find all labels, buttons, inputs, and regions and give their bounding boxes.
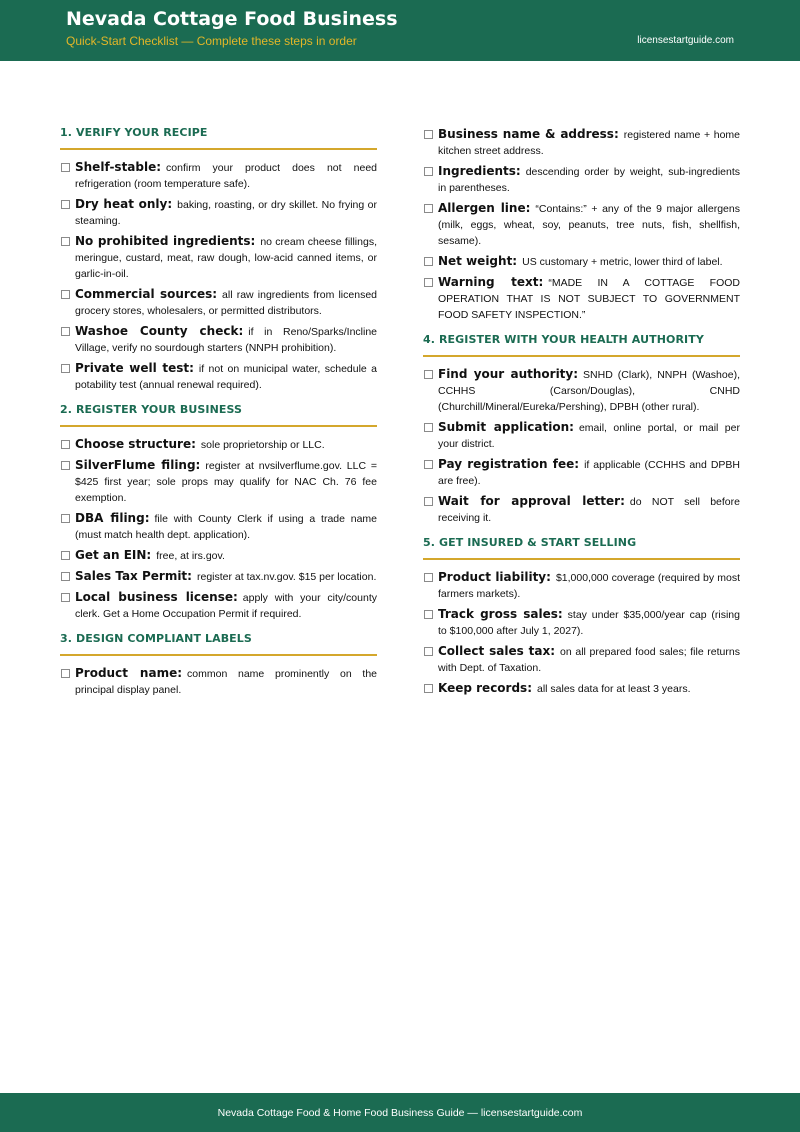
- item-label: Commercial sources:: [75, 287, 218, 301]
- item-text: “Contains:” + any of the 9 major allergens (milk, eggs, wheat, soy, peanuts, tree nuts, fish, shellfish, sesame).: [438, 203, 740, 247]
- item-text: confirm your product does not need refrigeration (room temperature safe).: [75, 162, 377, 190]
- checklist: [423, 366, 740, 526]
- item-label: Wait for approval letter:: [438, 494, 625, 508]
- checkbox[interactable]: [61, 514, 70, 523]
- checkbox[interactable]: [61, 593, 70, 602]
- footer-text: Nevada Cottage Food & Home Food Business Guide — licensestartguide.com: [217, 1106, 583, 1119]
- checklist-item: [60, 510, 377, 543]
- left-column: [60, 126, 377, 702]
- checkbox[interactable]: [424, 497, 433, 506]
- item-text: if not on municipal water, schedule a potability test (annual renewal required).: [75, 363, 377, 391]
- item-label: Product name:: [75, 666, 183, 680]
- checklist-item: [423, 456, 740, 489]
- checklist-item: [60, 360, 377, 393]
- item-text: if applicable (CCHHS and DPBH are free).: [438, 459, 741, 487]
- checkbox[interactable]: [424, 370, 433, 379]
- item-label: Collect sales tax:: [438, 644, 556, 658]
- checklist-item: [60, 196, 377, 229]
- right-column: [423, 126, 740, 701]
- item-label: Choose structure:: [75, 437, 196, 451]
- checklist-item: [423, 606, 740, 639]
- checklist-item: [60, 457, 377, 506]
- item-text: do NOT sell before receiving it.: [438, 496, 740, 524]
- checkbox[interactable]: [61, 237, 70, 246]
- item-text: descending order by weight, sub-ingredients in parentheses.: [438, 166, 740, 194]
- item-label: Submit application:: [438, 420, 574, 434]
- item-text: registered name + home kitchen street address.: [438, 129, 740, 157]
- item-text: register at tax.nv.gov. $15 per location.: [196, 571, 377, 583]
- item-label: Product liability:: [438, 570, 551, 584]
- checklist-item: [423, 126, 740, 159]
- section-design-labels-continued: [423, 126, 740, 323]
- checkbox[interactable]: [61, 163, 70, 172]
- item-label: No prohibited ingredients:: [75, 234, 256, 248]
- checklist: [423, 126, 740, 323]
- checklist-item: [423, 680, 740, 697]
- item-text: all raw ingredients from licensed grocery stores, wholesalers, or permitted distributors.: [75, 289, 378, 317]
- item-text: on all prepared food sales; file returns with Dept. of Taxation.: [438, 646, 740, 674]
- checkbox[interactable]: [424, 423, 433, 432]
- item-label: Warning text:: [438, 275, 544, 289]
- item-label: Pay registration fee:: [438, 457, 580, 471]
- item-label: Ingredients:: [438, 164, 521, 178]
- checklist-item: [423, 643, 740, 676]
- item-text: sole proprietorship or LLC.: [200, 439, 325, 451]
- item-text: email, online portal, or mail per your district.: [438, 422, 740, 450]
- checklist-item: [60, 286, 377, 319]
- item-text: register at nvsilverflume.gov. LLC = $425 first year; sole props may qualify for NAC Ch. 76 fee exemption.: [75, 460, 377, 504]
- checklist-item: [423, 366, 740, 415]
- item-label: Keep records:: [438, 681, 532, 695]
- checkbox[interactable]: [424, 257, 433, 266]
- checkbox[interactable]: [61, 572, 70, 581]
- site-url: licensestartguide.com: [637, 35, 734, 46]
- item-label: Find your authority:: [438, 367, 579, 381]
- checklist-item: [423, 163, 740, 196]
- item-label: Dry heat only:: [75, 197, 173, 211]
- section-design-labels: [60, 632, 377, 698]
- checklist-item: [423, 253, 740, 270]
- section-verify-recipe: [60, 126, 377, 393]
- item-label: Shelf-stable:: [75, 160, 162, 174]
- checkbox[interactable]: [424, 684, 433, 693]
- page-header: [0, 0, 800, 61]
- checklist-item: [60, 589, 377, 622]
- item-label: Track gross sales:: [438, 607, 563, 621]
- checkbox[interactable]: [424, 460, 433, 469]
- checklist-item: [423, 274, 740, 323]
- item-text: SNHD (Clark), NNPH (Washoe), CCHHS (Carson/Douglas), CNHD (Churchill/Mineral/Eureka/Pershing), DPBH (other rural).: [438, 369, 740, 413]
- item-label: SilverFlume filing:: [75, 458, 201, 472]
- checkbox[interactable]: [424, 278, 433, 287]
- section-health-authority: [423, 333, 740, 526]
- checkbox[interactable]: [61, 327, 70, 336]
- item-label: DBA filing:: [75, 511, 150, 525]
- section-title: 3. DESIGN COMPLIANT LABELS: [60, 632, 377, 656]
- item-label: Allergen line:: [438, 201, 531, 215]
- checklist: [423, 569, 740, 697]
- checklist: [60, 665, 377, 698]
- checklist-item: [423, 569, 740, 602]
- page-title: Nevada Cottage Food Business: [66, 8, 398, 30]
- item-label: Net weight:: [438, 254, 518, 268]
- checkbox[interactable]: [61, 200, 70, 209]
- item-label: Washoe County check:: [75, 324, 244, 338]
- item-text: apply with your city/county clerk. Get a Home Occupation Permit if required.: [75, 592, 377, 620]
- section-register-business: [60, 403, 377, 622]
- item-text: US customary + metric, lower third of label.: [522, 256, 723, 268]
- checkbox[interactable]: [61, 669, 70, 678]
- checklist-item: [60, 436, 377, 453]
- checkbox[interactable]: [424, 647, 433, 656]
- checklist-item: [60, 568, 377, 585]
- item-label: Get an EIN:: [75, 548, 152, 562]
- checkbox[interactable]: [61, 364, 70, 373]
- section-title: 2. REGISTER YOUR BUSINESS: [60, 403, 377, 427]
- section-title: 5. GET INSURED & START SELLING: [423, 536, 740, 560]
- section-title: 4. REGISTER WITH YOUR HEALTH AUTHORITY: [423, 333, 740, 357]
- section-title: 1. VERIFY YOUR RECIPE: [60, 126, 377, 150]
- checkbox[interactable]: [61, 461, 70, 470]
- checkbox[interactable]: [424, 130, 433, 139]
- checklist-item: [60, 233, 377, 282]
- checkbox[interactable]: [424, 610, 433, 619]
- checklist-item: [423, 200, 740, 249]
- checkbox[interactable]: [61, 551, 70, 560]
- checkbox[interactable]: [424, 204, 433, 213]
- checklist-item: [60, 665, 377, 698]
- checkbox[interactable]: [424, 167, 433, 176]
- item-label: Local business license:: [75, 590, 238, 604]
- section-insured-selling: [423, 536, 740, 697]
- checklist: [60, 436, 377, 622]
- checkbox[interactable]: [61, 440, 70, 449]
- checklist-item: [423, 493, 740, 526]
- checkbox[interactable]: [424, 573, 433, 582]
- checklist: [60, 159, 377, 393]
- item-text: baking, roasting, or dry skillet. No frying or steaming.: [75, 199, 377, 227]
- checklist-item: [423, 419, 740, 452]
- checklist-item: [60, 159, 377, 192]
- checklist-item: [60, 323, 377, 356]
- page-footer: [0, 1093, 800, 1132]
- item-text: “MADE IN A COTTAGE FOOD OPERATION THAT IS NOT SUBJECT TO GOVERNMENT FOOD SAFETY INSPECTION.”: [438, 277, 740, 321]
- item-text: $1,000,000 coverage (required by most farmers markets).: [438, 572, 741, 600]
- item-text: stay under $35,000/year cap (rising to $100,000 after July 1, 2027).: [438, 609, 740, 637]
- page-subtitle: Quick-Start Checklist — Complete these steps in order: [66, 34, 357, 48]
- item-text: common name prominently on the principal display panel.: [75, 668, 377, 696]
- item-text: free, at irs.gov.: [156, 550, 225, 562]
- checkbox[interactable]: [61, 290, 70, 299]
- checklist-item: [60, 547, 377, 564]
- item-label: Private well test:: [75, 361, 194, 375]
- item-text: if in Reno/Sparks/Incline Village, verify no sourdough starters (NNPH prohibition).: [75, 326, 377, 354]
- item-label: Sales Tax Permit:: [75, 569, 192, 583]
- item-label: Business name & address:: [438, 127, 619, 141]
- item-text: no cream cheese fillings, meringue, custard, meat, raw dough, low-acid canned items, or garlic-in-oil.: [75, 236, 377, 280]
- item-text: file with County Clerk if using a trade name (must match health dept. application).: [75, 513, 378, 541]
- item-text: all sales data for at least 3 years.: [537, 683, 691, 695]
